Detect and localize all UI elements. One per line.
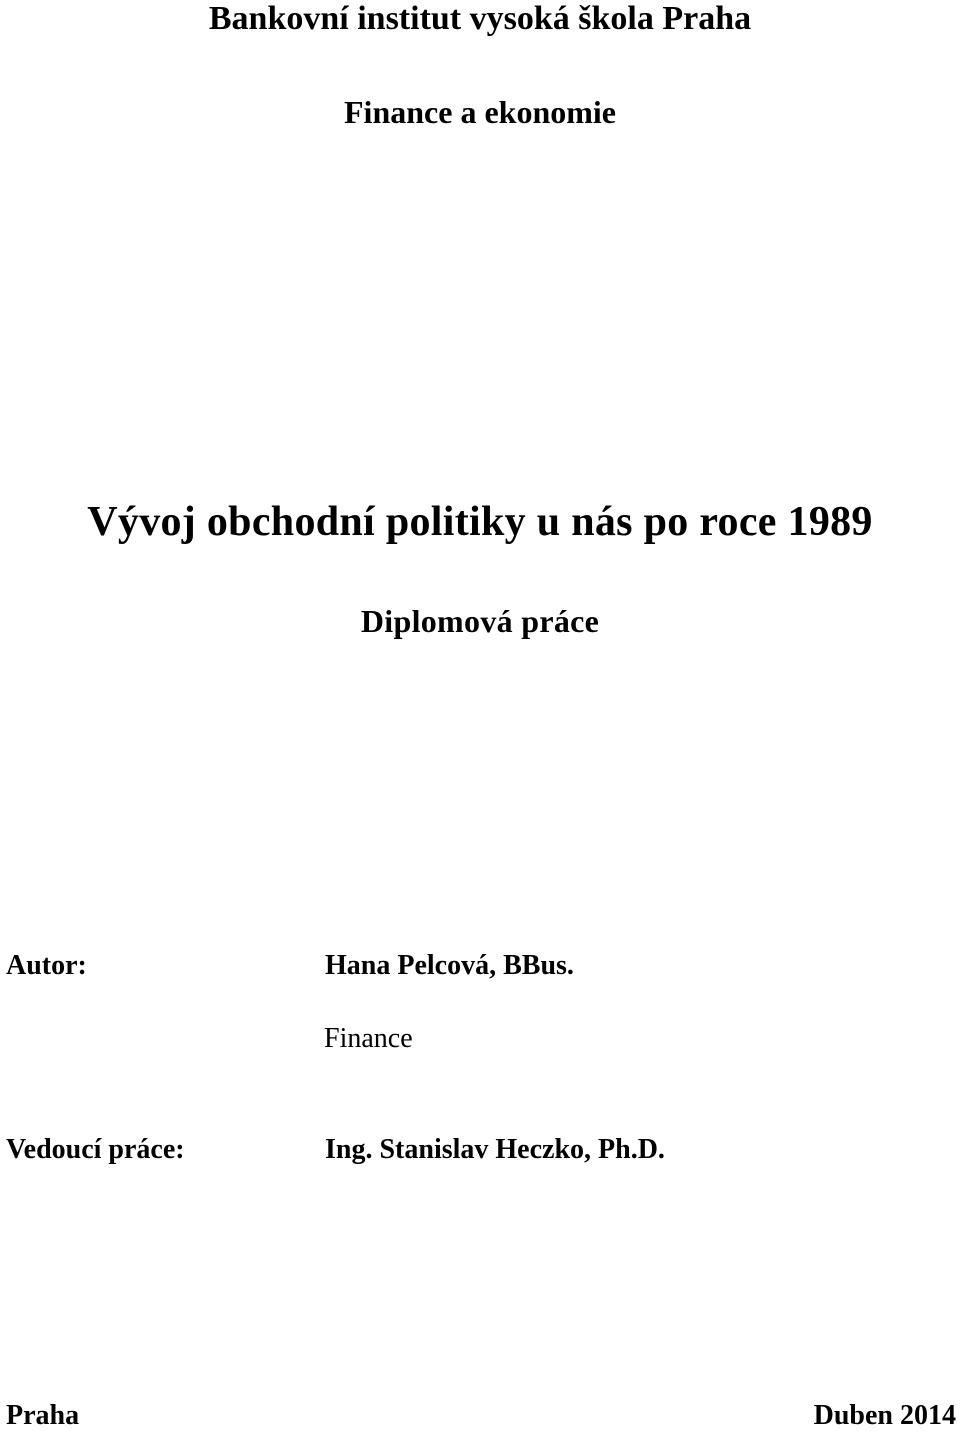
author-value: Hana Pelcová, BBus. [325, 950, 574, 981]
footer-place: Praha [6, 1400, 80, 1431]
school-name: Bankovní institut vysoká škola Praha [208, 0, 752, 37]
study-program: Finance a ekonomie [344, 94, 616, 130]
author-label: Autor: [6, 950, 87, 981]
supervisor-value: Ing. Stanislav Heczko, Ph.D. [325, 1134, 665, 1165]
supervisor-label: Vedoucí práce: [6, 1134, 185, 1165]
thesis-title: Vývoj obchodní politiky u nás po roce 1989 [87, 499, 873, 545]
footer-date: Duben 2014 [813, 1400, 956, 1431]
thesis-type: Diplomová práce [360, 603, 600, 639]
field-value: Finance [324, 1023, 413, 1054]
